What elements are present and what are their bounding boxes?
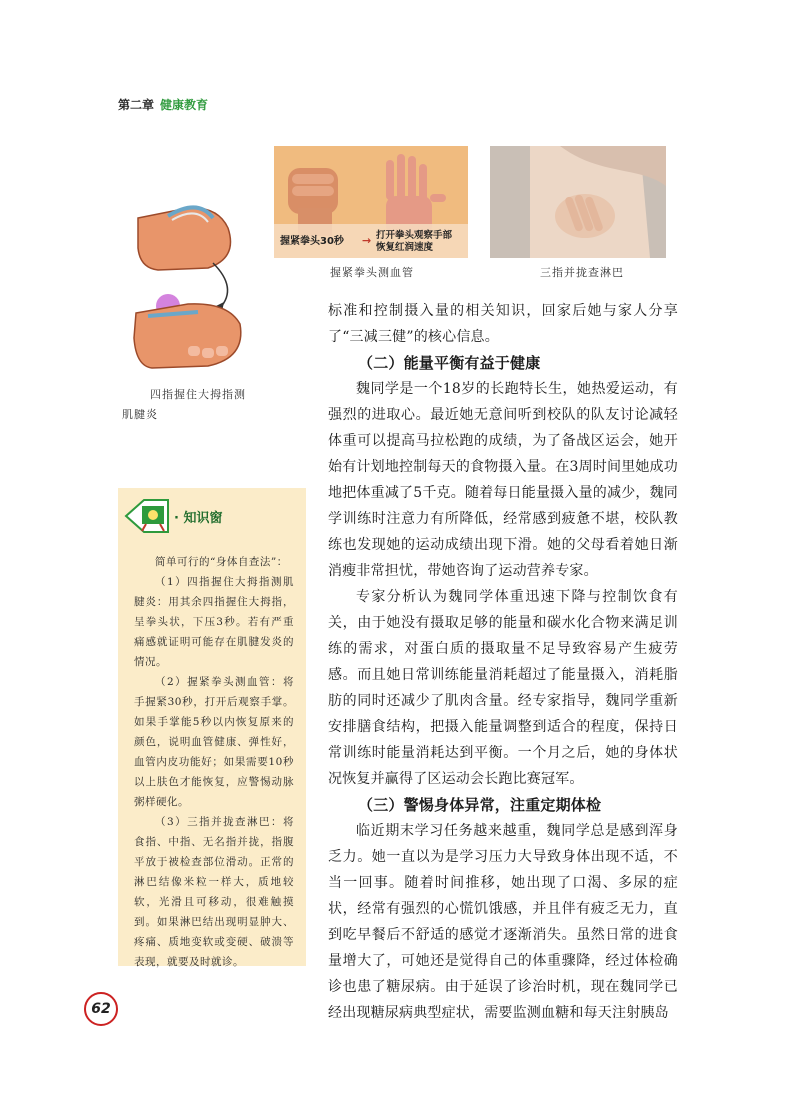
knowledge-intro: 简单可行的“身体自查法”： [155,556,288,568]
thumb-test-illustration [128,198,258,378]
page-number: 62 [84,992,118,1026]
paragraph-3: 临近期末学习任务越来越重，魏同学总是感到浑身乏力。她一直以为是学习压力大导致身体出现不适，不当一回事。随着时间推移，她出现了口渴、多尿的症状，经常有强烈的心慌饥饿感，并且伴有疲乏无力，直到吃早餐后不舒适的感觉才逐渐消失。虽然日常的进食量增大了，可她还是觉得自己的体重骤降，经过体检确诊也患了糖尿病。由于延误了诊治时机，现在魏同学已经出现糖尿病典型症状，需要监测血糖和每天注射胰岛 [328,823,678,1021]
fist-label-left: 握紧拳头30秒 [280,236,344,247]
main-text-column [328,298,678,1026]
section-label: 健康教育 [160,98,209,112]
paragraph-2: 专家分析认为魏同学体重迅速下降与控制饮食有关，由于她没有摄取足够的能量和碳水化合物来满足训练的需求，对蛋白质的摄取量不足导致容易产生疲劳感。而且她日常训练能量消耗超过了能量摄入，消耗脂肪的同时还减少了肌肉含量。经专家指导，魏同学重新安排膳食结构，把摄入能量调整到适合的程度，保持日常训练时能量消耗达到平衡。一个月之后，她的身体状况恢复并赢得了区运动会长跑比赛冠军。 [328,589,678,787]
knowledge-window-title: · 知识窗 [174,511,223,526]
thumb-caption-1: 四指握住大拇指测 [150,388,246,401]
chapter-label: 第二章 [118,98,155,112]
knowledge-window-body [134,552,294,972]
section-heading-3: （三）警惕身体异常，注重定期体检 [358,796,602,814]
section-heading-2: （二）能量平衡有益于健康 [358,354,541,372]
knowledge-item-1: （1）四指握住大拇指测肌腱炎：用其余四指握住大拇指，呈拳头状，下压3秒。若有严重痛感就证明可能存在肌腱发炎的情况。 [134,576,294,668]
knowledge-window [118,488,306,966]
neck-caption: 三指并拢查淋巴 [540,266,624,279]
neck-lymph-photo [490,146,666,258]
knowledge-item-2: （2）握紧拳头测血管：将手握紧30秒，打开后观察手掌。如果手掌能5秒以内恢复原来的颜色，说明血管健康、弹性好，血管内皮功能好；如果需要10秒以上肤色才能恢复，应警惕动脉粥样硬化。 [134,676,294,808]
knowledge-item-3: （3）三指并拢查淋巴：将食指、中指、无名指并拢，指腹平放于被检查部位滑动。正常的淋巴结像米粒一样大，质地较软，光滑且可移动，很难触摸到。如果淋巴结出现明显肿大、疼痛、质地变软或变硬、破溃等表现，就要及时就诊。 [134,816,294,968]
fist-caption: 握紧拳头测血管 [330,266,414,279]
knowledge-window-icon [124,496,170,536]
fist-label-right-2: 恢复红润速度 [376,242,434,253]
chapter-header [118,96,208,113]
neck-illustration [490,146,666,258]
thumb-hands-illustration [128,198,258,378]
paragraph-1: 魏同学是一个18岁的长跑特长生，她热爱运动，有强烈的进取心。最近她无意间听到校队的队友讨论减轻体重可以提高马拉松跑的成绩，为了备战区运会，她开始有计划地控制每天的食物摄入量。在3周时间里她成功地把体重减了5千克。随着每日能量摄入量的减少，魏同学训练时注意力有所降低，经常感到疲惫不堪，校队教练也发现她的运动成绩出现下滑。她的父母看着她日渐消瘦非常担忧，带她咨询了运动营养专家。 [328,381,678,579]
thumb-caption-2: 肌腱炎 [122,408,158,421]
paragraph-continuation: 标准和控制摄入量的相关知识，回家后她与家人分享了“三减三健”的核心信息。 [328,303,678,345]
fist-test-photo [274,146,468,258]
fist-label-right-1: 打开拳头观察手部 [376,230,453,241]
fist-label-arrow: → [362,234,372,247]
fist-hands-illustration [274,146,468,258]
